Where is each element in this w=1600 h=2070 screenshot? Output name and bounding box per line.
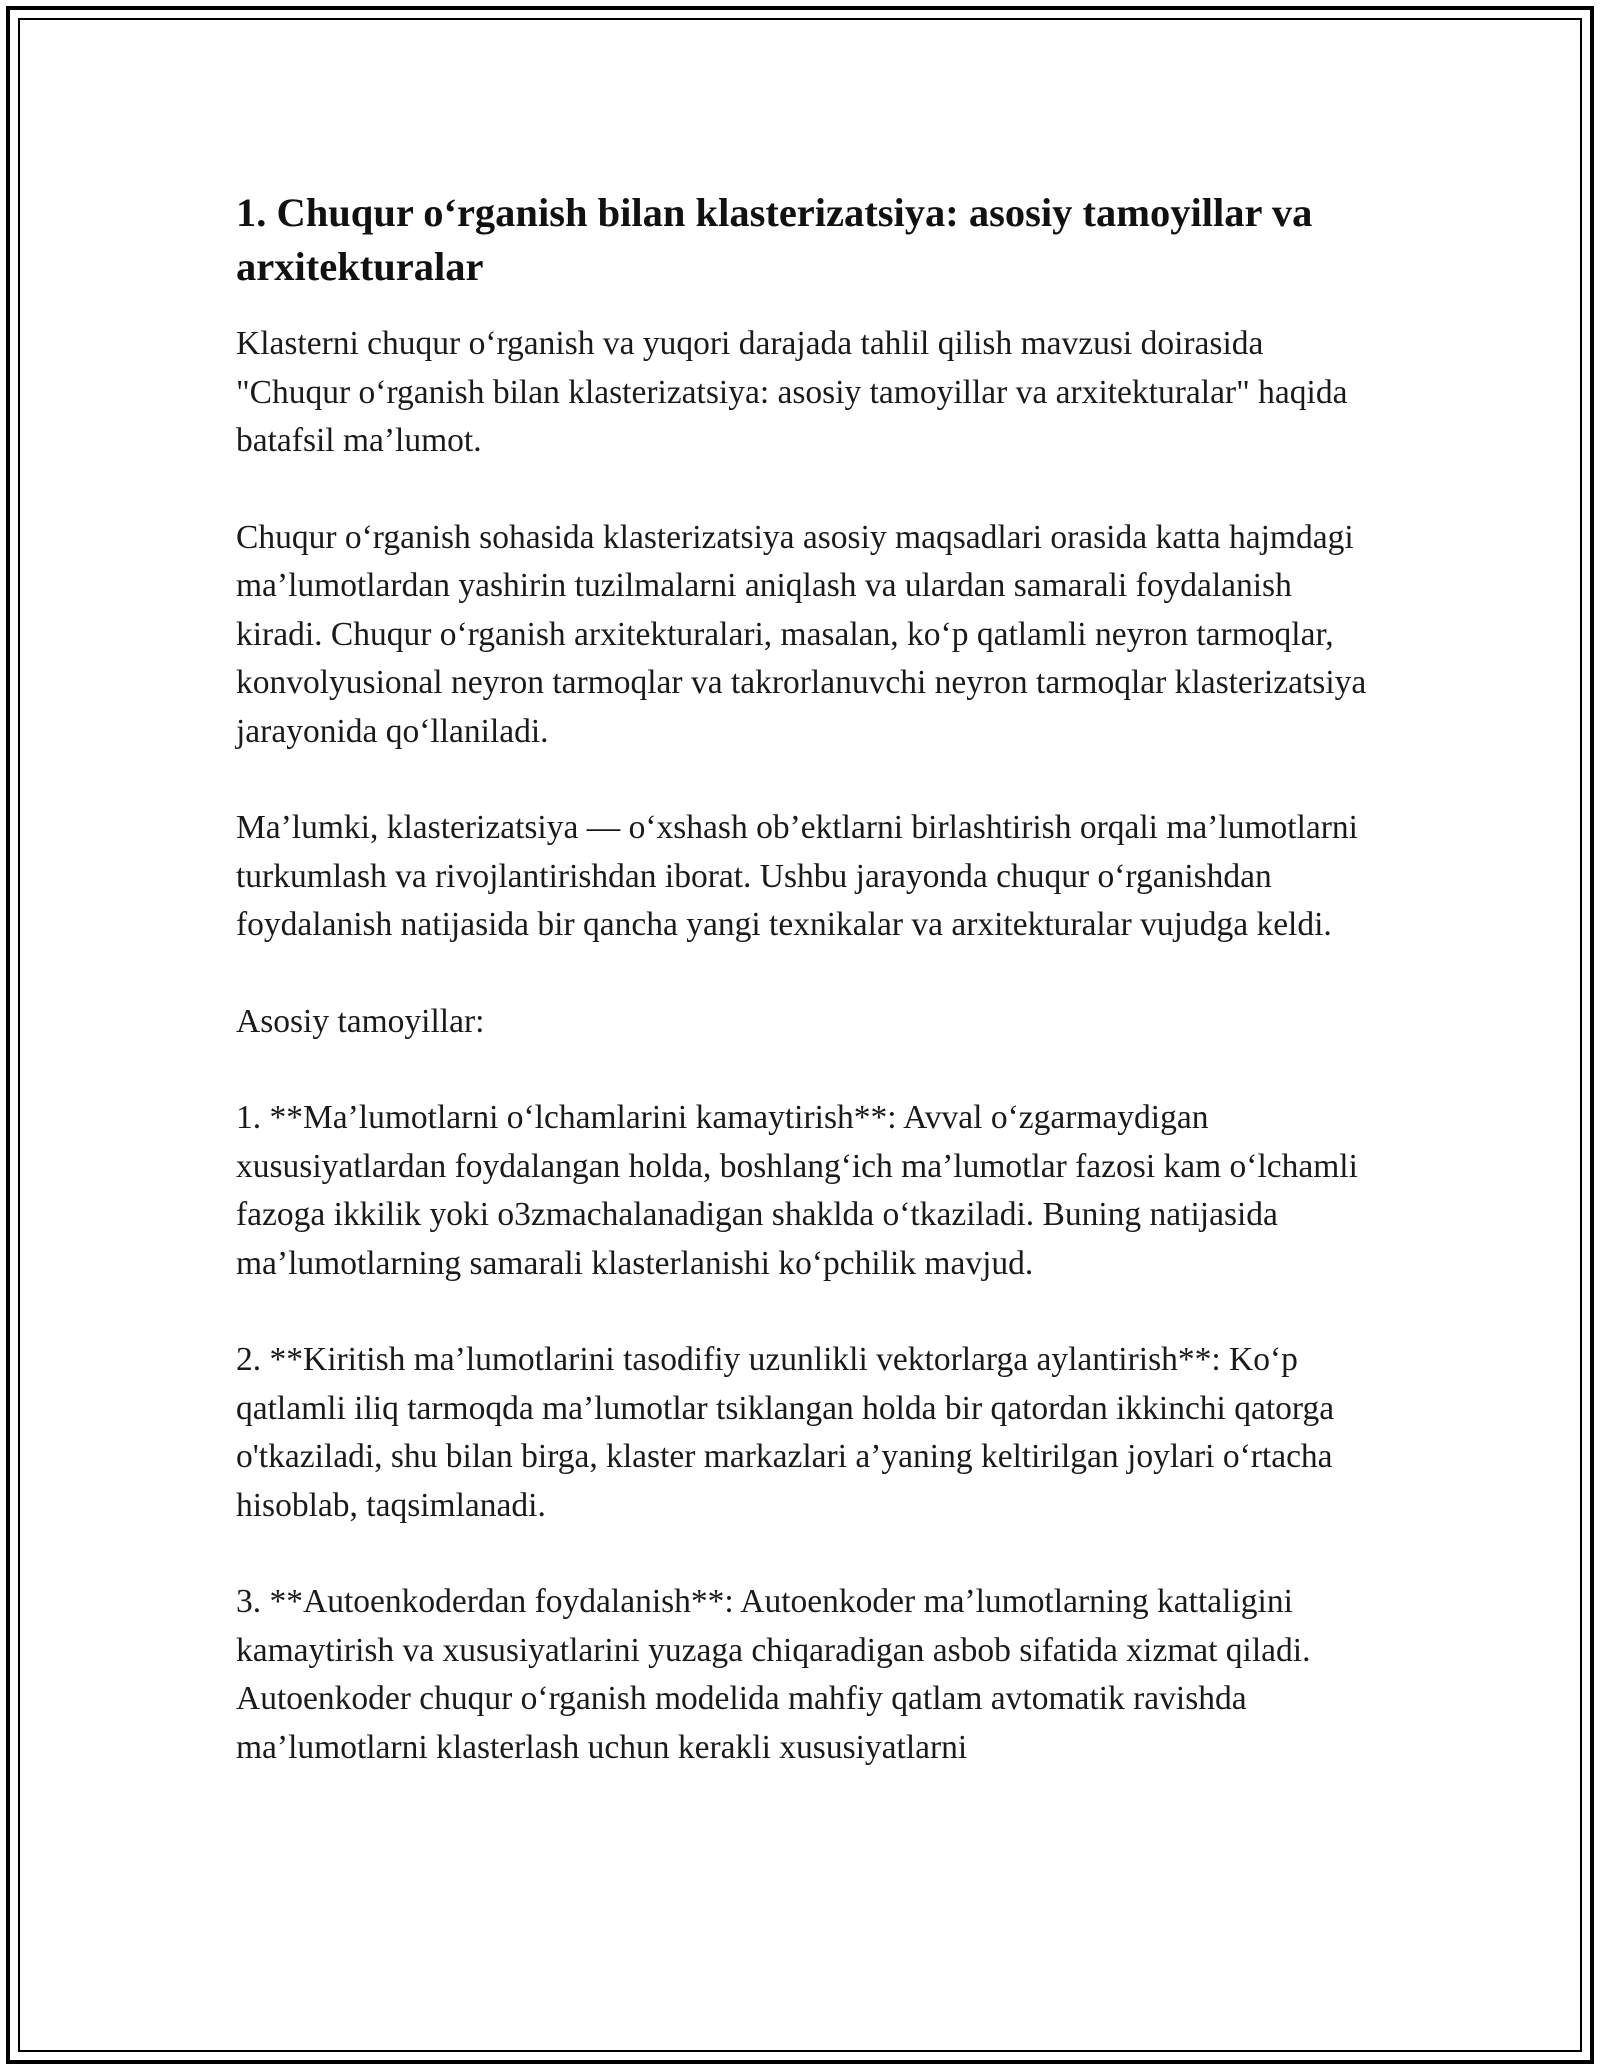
- section-title: 1. Chuqur o‘rganish bilan klasterizatsiya: asosiy tamoyillar va arxitekturalar: [236, 190, 1313, 289]
- document-body: [236, 186, 1382, 1772]
- principle-item-3: 3. **Autoenkoderdan foydalanish**: Autoenkoder ma’lumotlarning kattaligini kamaytirish va xususiyatlarini yuzaga chiqaradigan asbob sifatida xizmat qiladi. Autoenkoder chuqur o‘rganish modelida mahfiy qatlam avtomatik ravishda ma’lumotlarni klasterlash uchun kerakli xususiyatlarni: [236, 1583, 1311, 1766]
- principle-item-1: 1. **Ma’lumotlarni o‘lchamlarini kamaytirish**: Avval o‘zgarmaydigan xususiyatlardan foydalangan holda, boshlang‘ich ma’lumotlar fazosi kam o‘lchamli fazoga ikkilik yoki o3zmachalanadigan shaklda o‘tkaziladi. Buning natijasida ma’lumotlarning samarali klasterlanishi ko‘pchilik mavjud.: [236, 1099, 1358, 1282]
- paragraph-intro: Klasterni chuqur o‘rganish va yuqori darajada tahlil qilish mavzusi doirasida "Chuqur o‘rganish bilan klasterizatsiya: asosiy tamoyillar va arxitekturalar" haqida batafsil ma’lumot.: [236, 325, 1348, 459]
- principles-heading: Asosiy tamoyillar:: [236, 1002, 485, 1040]
- paragraph-goals: Chuqur o‘rganish sohasida klasterizatsiya asosiy maqsadlari orasida katta hajmdagi ma’lumotlardan yashirin tuzilmalarni aniqlash va ulardan samarali foydalanish kiradi. Chuqur o‘rganish arxitekturalari, masalan, ko‘p qatlamli neyron tarmoqlar, konvolyusional neyron tarmoqlar va takrorlanuvchi neyron tarmoqlar klasterizatsiya jarayonida qo‘llaniladi.: [236, 518, 1367, 750]
- paragraph-definition: Ma’lumki, klasterizatsiya — o‘xshash ob’ektlarni birlashtirish orqali ma’lumotlarni turkumlash va rivojlantirishdan iborat. Ushbu jarayonda chuqur o‘rganishdan foydalanish natijasida bir qancha yangi texnikalar va arxitekturalar vujudga keldi.: [236, 809, 1358, 943]
- principle-item-2: 2. **Kiritish ma’lumotlarini tasodifiy uzunlikli vektorlarga aylantirish**: Ko‘p qatlamli iliq tarmoqda ma’lumotlar tsiklangan holda bir qatordan ikkinchi qatorga o'tkaziladi, shu bilan birga, klaster markazlari a’yaning keltirilgan joylari o‘rtacha hisoblab, taqsimlanadi.: [236, 1341, 1335, 1524]
